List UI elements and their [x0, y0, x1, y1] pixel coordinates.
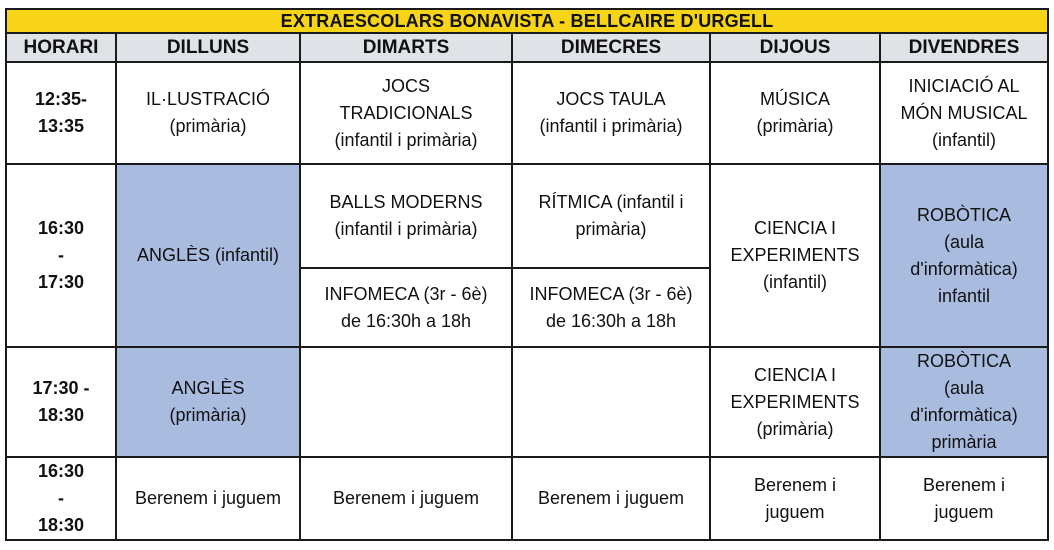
activity-cell-empty	[512, 347, 710, 457]
activity-cell: Berenem i juguem	[710, 457, 880, 540]
activity-cell: INFOMECA (3r - 6è) de 16:30h a 18h	[300, 268, 512, 347]
time-slot: 16:30 - 18:30	[6, 457, 116, 540]
header-divendres: DIVENDRES	[880, 33, 1048, 62]
activity-cell-highlighted: ANGLÈS (primària)	[116, 347, 300, 457]
activity-cell: MÚSICA (primària)	[710, 62, 880, 164]
activity-cell: BALLS MODERNS (infantil i primària)	[300, 164, 512, 268]
schedule-container	[5, 8, 1049, 541]
schedule-title: EXTRAESCOLARS BONAVISTA - BELLCAIRE D'URGELL	[6, 9, 1048, 33]
header-dimarts: DIMARTS	[300, 33, 512, 62]
schedule-table	[5, 8, 1049, 541]
time-slot: 17:30 - 18:30	[6, 347, 116, 457]
activity-cell: CIENCIA I EXPERIMENTS (primària)	[710, 347, 880, 457]
table-row	[6, 457, 1048, 540]
header-dilluns: DILLUNS	[116, 33, 300, 62]
activity-cell: INICIACIÓ AL MÓN MUSICAL (infantil)	[880, 62, 1048, 164]
activity-cell: Berenem i juguem	[512, 457, 710, 540]
activity-cell-highlighted: ROBÒTICA (aula d'informàtica) primària	[880, 347, 1048, 457]
time-slot: 12:35- 13:35	[6, 62, 116, 164]
activity-cell-highlighted: ANGLÈS (infantil)	[116, 164, 300, 347]
header-horari: HORARI	[6, 33, 116, 62]
activity-cell: Berenem i juguem	[116, 457, 300, 540]
header-dimecres: DIMECRES	[512, 33, 710, 62]
activity-cell: IL·LUSTRACIÓ (primària)	[116, 62, 300, 164]
table-row	[6, 164, 1048, 268]
activity-cell: Berenem i juguem	[300, 457, 512, 540]
table-row	[6, 347, 1048, 457]
activity-cell-highlighted: ROBÒTICA (aula d'informàtica) infantil	[880, 164, 1048, 347]
header-dijous: DIJOUS	[710, 33, 880, 62]
activity-cell: INFOMECA (3r - 6è) de 16:30h a 18h	[512, 268, 710, 347]
header-row	[6, 33, 1048, 62]
activity-cell: RÍTMICA (infantil i primària)	[512, 164, 710, 268]
activity-cell: JOCS TAULA (infantil i primària)	[512, 62, 710, 164]
activity-cell: CIENCIA I EXPERIMENTS (infantil)	[710, 164, 880, 347]
time-slot: 16:30 - 17:30	[6, 164, 116, 347]
activity-cell: Berenem i juguem	[880, 457, 1048, 540]
table-row	[6, 62, 1048, 164]
activity-cell-empty	[300, 347, 512, 457]
activity-cell: JOCS TRADICIONALS (infantil i primària)	[300, 62, 512, 164]
